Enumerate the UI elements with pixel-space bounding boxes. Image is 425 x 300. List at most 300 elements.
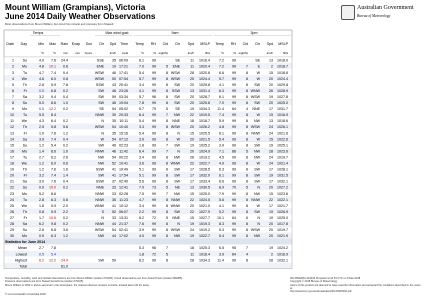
table-cell: 8: [246, 94, 248, 99]
group-header-temps: Temps: [32, 31, 44, 35]
table-cell: 19: [269, 143, 273, 148]
table-cell: 50: [112, 76, 116, 81]
table-cell: 5.7: [139, 107, 144, 112]
table-cell: 3.4: [139, 203, 144, 208]
table-cell: 1024.5: [199, 197, 210, 202]
table-cell: 1.6: [63, 167, 68, 172]
table-cell: SW: [254, 82, 260, 87]
table-cell: SW: [254, 209, 260, 214]
table-cell: 8: [246, 125, 248, 130]
stats-cell: 72: [152, 252, 156, 257]
table-cell: Mo: [22, 107, 27, 112]
table-cell: Th: [22, 125, 27, 130]
table-cell: 4.7: [39, 70, 44, 75]
table-cell: 1027.2: [277, 185, 288, 190]
table-cell: 1.2: [39, 167, 44, 172]
table-cell: 99: [152, 161, 156, 166]
table-cell: 41: [112, 167, 116, 172]
table-cell: N: [101, 119, 104, 124]
table-cell: 52: [112, 209, 116, 214]
table-cell: 1019.5: [199, 113, 210, 118]
table-cell: NW: [254, 234, 260, 239]
table-cell: 99: [232, 94, 236, 99]
table-cell: 35: [112, 58, 116, 63]
table-cell: 11:23: [119, 197, 128, 202]
table-cell: 8: [166, 119, 168, 124]
table-cell: 99: [152, 119, 156, 124]
table-cell: 1027.9: [199, 209, 210, 214]
table-cell: N: [257, 215, 260, 220]
column-unit: mm: [63, 51, 68, 55]
table-cell: SW: [174, 82, 180, 87]
column-header: Max: [49, 42, 56, 46]
table-cell: 96: [152, 94, 156, 99]
table-cell: 21: [10, 179, 14, 184]
table-cell: 5: [246, 185, 248, 190]
table-cell: 1019.2: [199, 155, 210, 160]
column-header: Evap: [71, 42, 80, 46]
table-cell: 11: [190, 58, 194, 63]
table-cell: Mo: [22, 64, 27, 69]
table-cell: 1025.2: [199, 143, 210, 148]
table-cell: 0.2: [63, 185, 68, 190]
table-cell: W: [256, 203, 260, 208]
table-cell: 8: [246, 143, 248, 148]
table-cell: 1031.4: [199, 88, 210, 93]
table-cell: 24: [269, 125, 273, 130]
table-cell: 1.2: [39, 143, 44, 148]
table-cell: SW: [254, 179, 260, 184]
table-cell: 20: [10, 173, 14, 178]
table-cell: 10:40: [119, 125, 128, 130]
observation-note: Most observations from Mount William, but cloud from Ararat and pressure from Stawell.: [5, 22, 114, 26]
table-cell: NNW: [171, 197, 180, 202]
table-cell: 6.2: [51, 155, 56, 160]
table-cell: 1021.6: [277, 131, 288, 136]
table-cell: 1021.9: [277, 234, 288, 239]
table-cell: 1024.9: [199, 149, 210, 154]
table-cell: 8: [246, 88, 248, 93]
table-cell: 7.9: [219, 191, 224, 196]
table-cell: 20: [269, 185, 273, 190]
table-cell: 99: [232, 173, 236, 178]
table-row: [4, 99, 292, 105]
table-cell: NW: [98, 234, 104, 239]
table-cell: 22: [190, 113, 194, 118]
table-cell: S: [101, 209, 104, 214]
table-cell: 2.6: [39, 228, 44, 233]
table-cell: 8: [166, 222, 168, 226]
table-cell: Su: [22, 143, 27, 148]
table-cell: 19: [10, 167, 14, 172]
stats-cell: 5.3: [139, 246, 144, 251]
table-cell: 5.4: [219, 137, 224, 142]
table-cell: 02:23: [119, 143, 128, 148]
table-cell: 99: [232, 137, 236, 142]
table-cell: 1023.6: [277, 191, 288, 196]
column-unit: local: [122, 51, 128, 55]
table-cell: 16: [10, 149, 14, 154]
table-cell: 24: [10, 197, 14, 202]
table-cell: 99: [152, 222, 156, 226]
table-cell: 8: [246, 209, 248, 214]
table-cell: 02:28: [119, 191, 128, 196]
table-cell: 8: [246, 179, 248, 184]
table-cell: 5: [166, 107, 168, 112]
table-cell: 8: [166, 234, 168, 239]
table-cell: 26: [190, 155, 194, 160]
stats-cell: 8.2: [139, 258, 144, 263]
table-cell: 5.3: [219, 228, 224, 233]
table-cell: 8: [166, 203, 168, 208]
table-cell: 46: [112, 101, 116, 105]
table-cell: 1022.7: [199, 161, 210, 166]
table-cell: 70: [232, 185, 236, 190]
table-cell: 59: [112, 94, 116, 99]
table-cell: 3: [12, 70, 14, 75]
table-cell: 3.6: [139, 161, 144, 166]
table-cell: 99: [232, 203, 236, 208]
table-cell: WSW: [94, 76, 104, 81]
table-cell: NW: [254, 191, 260, 196]
stats-cell: 95: [232, 246, 236, 251]
table-cell: 1030.5: [199, 185, 210, 190]
table-cell: 7.6: [51, 58, 56, 63]
table-cell: 46: [112, 70, 116, 75]
table-cell: 26: [269, 88, 273, 93]
column-header: RH: [150, 42, 156, 46]
stats-cell: 5.4: [51, 252, 56, 257]
stats-cell: 1032.1: [277, 258, 288, 263]
table-cell: 8: [166, 131, 168, 136]
table-cell: 8: [246, 234, 248, 239]
table-cell: 18: [10, 161, 14, 166]
table-cell: 7.6: [139, 222, 144, 226]
table-cell: 54: [112, 107, 116, 112]
stats-label: Total: [19, 264, 27, 269]
column-header: Day: [20, 42, 27, 46]
table-cell: 52: [112, 161, 116, 166]
table-cell: 10:41: [119, 161, 128, 166]
table-cell: 86: [232, 149, 236, 154]
table-cell: 13: [269, 58, 273, 63]
column-unit: km/h: [109, 51, 116, 55]
footer-note-2: Pressure observations are from Stawell Aerodrome (station 079105).: [5, 280, 84, 284]
table-cell: 10.0: [49, 185, 56, 190]
table-cell: 7.8: [139, 101, 144, 105]
table-cell: 33: [112, 215, 116, 220]
table-cell: 1.8: [139, 143, 144, 148]
table-cell: Fr: [23, 131, 27, 136]
stats-cell: 99: [232, 258, 236, 263]
table-cell: 99: [152, 76, 156, 81]
table-cell: 17:41: [119, 70, 128, 75]
table-cell: 11: [10, 119, 14, 124]
table-cell: WSW: [94, 125, 104, 130]
table-cell: SW: [174, 143, 180, 148]
table-cell: 10.6: [49, 215, 56, 220]
table-cell: 73: [152, 185, 156, 190]
table-cell: SW: [254, 143, 260, 148]
table-row: [4, 81, 292, 87]
table-cell: 99: [232, 113, 236, 118]
table-row: [4, 214, 292, 220]
table-cell: NNE: [252, 107, 260, 112]
table-cell: 33: [112, 191, 116, 196]
column-header: MSLP: [278, 42, 288, 46]
table-cell: 15: [190, 191, 194, 196]
table-cell: 0.6: [63, 161, 68, 166]
table-cell: 5.2: [219, 209, 224, 214]
table-cell: 1022.1: [277, 197, 288, 202]
table-cell: NE: [175, 185, 180, 190]
table-cell: 1026.1: [277, 125, 288, 130]
column-unit: %: [153, 51, 156, 55]
table-cell: 8: [166, 70, 168, 75]
footer-copyright: Copyright © 2018 Bureau of Meteorology: [290, 280, 338, 284]
stats-cell: 19: [269, 246, 273, 251]
table-cell: 4.8: [39, 64, 44, 69]
table-cell: SW: [98, 94, 104, 99]
table-cell: 5.4: [139, 70, 144, 75]
table-cell: 0.4: [63, 179, 68, 184]
table-cell: WSW: [170, 228, 180, 233]
table-cell: 99: [152, 113, 156, 118]
table-cell: 19: [269, 215, 273, 220]
table-cell: NW: [174, 191, 180, 196]
table-cell: 1.2: [39, 161, 44, 166]
table-cell: 7.4: [51, 70, 56, 75]
table-cell: 20: [269, 76, 273, 81]
table-cell: Sa: [22, 94, 27, 99]
stats-title: Statistics for June 2014: [5, 240, 46, 245]
table-cell: 1025.0: [277, 101, 288, 105]
column-header: Spd: [266, 42, 273, 46]
stats-cell: 7.8: [51, 246, 56, 251]
table-cell: 99: [232, 155, 236, 160]
table-cell: 17:54: [119, 173, 128, 178]
stats-cell: 1025.3: [199, 246, 210, 251]
table-cell: 3.2: [39, 173, 44, 178]
table-cell: 99: [232, 209, 236, 214]
stats-cell: 1016.9: [277, 252, 288, 257]
table-cell: 1028.1: [277, 167, 288, 172]
column-header: Cld: [242, 42, 248, 46]
table-cell: 4.3: [39, 119, 44, 124]
table-cell: 64: [232, 215, 236, 220]
table-cell: 1.0: [39, 131, 44, 136]
table-row: [4, 202, 292, 208]
table-cell: 13: [269, 119, 273, 124]
table-cell: 5.1: [139, 173, 144, 178]
table-cell: 23: [10, 191, 14, 196]
table-cell: 12.2: [49, 107, 56, 112]
table-cell: 7.6: [51, 131, 56, 136]
table-cell: 54: [112, 137, 116, 142]
table-cell: 7.5: [139, 191, 144, 196]
table-cell: 24: [269, 161, 273, 166]
table-cell: SW: [254, 167, 260, 172]
table-row: [4, 208, 292, 214]
table-cell: 17:02: [119, 234, 128, 239]
table-cell: 9: [12, 107, 14, 112]
table-cell: 22: [190, 209, 194, 214]
table-cell: SW: [174, 167, 180, 172]
table-cell: 99: [152, 70, 156, 75]
table-cell: 06:09: [119, 58, 128, 63]
table-cell: 7.1: [219, 149, 224, 154]
table-cell: N: [177, 131, 180, 136]
table-cell: 13: [190, 185, 194, 190]
table-cell: 43: [112, 82, 116, 87]
title-line-station: Mount William (Grampians), Victoria: [5, 3, 146, 12]
table-cell: 1019.3: [199, 222, 210, 226]
table-cell: 28: [269, 149, 273, 154]
table-cell: ENE: [172, 64, 180, 69]
table-cell: 28: [10, 222, 14, 226]
table-cell: 4: [246, 107, 248, 112]
table-cell: 0.2: [63, 107, 68, 112]
table-cell: 4.1: [139, 88, 144, 93]
table-cell: 1020.4: [199, 64, 210, 69]
footer-link[interactable]: http://www.bom.gov.au/climate/dwo/IDCJDW0000.pdf: [290, 290, 352, 294]
stats-cell: 96: [152, 246, 156, 251]
table-cell: 99: [152, 137, 156, 142]
table-cell: 06:07: [119, 209, 128, 214]
table-cell: 35: [112, 119, 116, 124]
table-cell: 7: [166, 149, 168, 154]
table-cell: 8: [246, 203, 248, 208]
table-cell: 4: [12, 76, 14, 81]
table-row: [4, 148, 292, 154]
table-cell: 99: [232, 131, 236, 136]
table-cell: 1028.7: [199, 94, 210, 99]
table-cell: 13:31: [119, 215, 128, 220]
column-header: Temp: [215, 42, 224, 46]
title-line-period: June 2014 Daily Weather Observations: [5, 12, 156, 21]
table-cell: 8: [166, 197, 168, 202]
table-cell: 54: [112, 125, 116, 130]
table-cell: SW: [174, 209, 180, 214]
column-header: Dir: [99, 42, 104, 46]
table-cell: 99: [152, 101, 156, 105]
table-cell: We: [21, 119, 27, 124]
table-cell: 1033.4: [199, 179, 210, 184]
table-row: [4, 232, 292, 238]
table-cell: 99: [232, 222, 236, 226]
table-cell: 5.1: [139, 167, 144, 172]
table-cell: 4.6: [39, 76, 44, 81]
table-cell: 5: [166, 64, 168, 69]
table-cell: 5: [246, 149, 248, 154]
table-cell: W: [100, 137, 104, 142]
table-cell: WNW: [170, 203, 180, 208]
table-cell: 1026.9: [277, 209, 288, 214]
table-cell: 1021.4: [277, 161, 288, 166]
table-cell: 00:22: [119, 155, 128, 160]
table-cell: 5.9: [51, 209, 56, 214]
table-cell: 7.4: [219, 113, 224, 118]
table-row: [4, 226, 292, 232]
table-cell: 22: [269, 197, 273, 202]
table-cell: 8: [246, 70, 248, 75]
table-cell: 7.6: [51, 167, 56, 172]
table-cell: 46: [112, 143, 116, 148]
table-cell: 26: [10, 209, 14, 214]
table-cell: 8.2: [139, 215, 144, 220]
table-row: [4, 196, 292, 202]
table-cell: 3.9: [219, 143, 224, 148]
table-cell: 22: [190, 197, 194, 202]
table-cell: NNE: [172, 119, 180, 124]
table-cell: 33: [112, 185, 116, 190]
table-cell: 7: [166, 143, 168, 148]
table-cell: 14: [10, 137, 14, 142]
group-header-gust: Max wind gust: [105, 31, 129, 35]
table-cell: NW: [98, 161, 104, 166]
table-cell: 5.4: [219, 234, 224, 239]
table-cell: 99: [152, 234, 156, 239]
table-cell: 41: [112, 173, 116, 178]
table-cell: 0.2: [63, 143, 68, 148]
table-cell: 2.2: [63, 209, 68, 214]
table-cell: 7.4: [51, 137, 56, 142]
table-cell: 0.5: [39, 107, 44, 112]
stats-label: Lowest: [15, 252, 27, 257]
table-cell: 79: [152, 107, 156, 112]
stats-cell: 28: [269, 258, 273, 263]
table-cell: 5: [166, 185, 168, 190]
table-cell: 0.2: [63, 119, 68, 124]
table-cell: Su: [22, 228, 27, 233]
table-cell: 1024.4: [199, 76, 210, 81]
table-cell: NNE: [172, 215, 180, 220]
table-cell: 10:12: [119, 203, 128, 208]
table-cell: 2.5: [39, 125, 44, 130]
table-cell: 99: [232, 58, 236, 63]
table-cell: 23:26: [119, 88, 128, 93]
table-cell: 8: [246, 113, 248, 118]
table-cell: 7.9: [139, 185, 144, 190]
table-cell: 10.1: [217, 215, 224, 220]
table-cell: WSW: [250, 94, 260, 99]
table-cell: 13: [190, 88, 194, 93]
table-cell: 0.2: [63, 222, 68, 226]
table-cell: 1025.1: [277, 143, 288, 148]
table-cell: 1: [12, 58, 14, 63]
table-cell: 99: [152, 173, 156, 178]
table-cell: NNW: [251, 131, 260, 136]
stats-cell: 11.4: [217, 258, 224, 263]
stats-cell: 18: [190, 246, 194, 251]
table-cell: 20:33: [119, 113, 128, 118]
column-unit: °C: [140, 51, 144, 55]
stats-cell: 12.2: [49, 258, 56, 263]
table-cell: 0.2: [63, 88, 68, 93]
table-cell: 13: [10, 131, 14, 136]
table-cell: NW: [254, 119, 260, 124]
stats-cell: 64: [232, 252, 236, 257]
table-cell: 30: [112, 113, 116, 118]
table-cell: Fr: [23, 215, 27, 220]
column-header: Spd: [187, 42, 194, 46]
table-cell: 99: [232, 119, 236, 124]
table-cell: 0.4: [63, 137, 68, 142]
table-cell: 25: [190, 76, 194, 81]
table-cell: 5.9: [219, 119, 224, 124]
table-cell: WSW: [94, 70, 104, 75]
footer-notes: [5, 277, 255, 287]
